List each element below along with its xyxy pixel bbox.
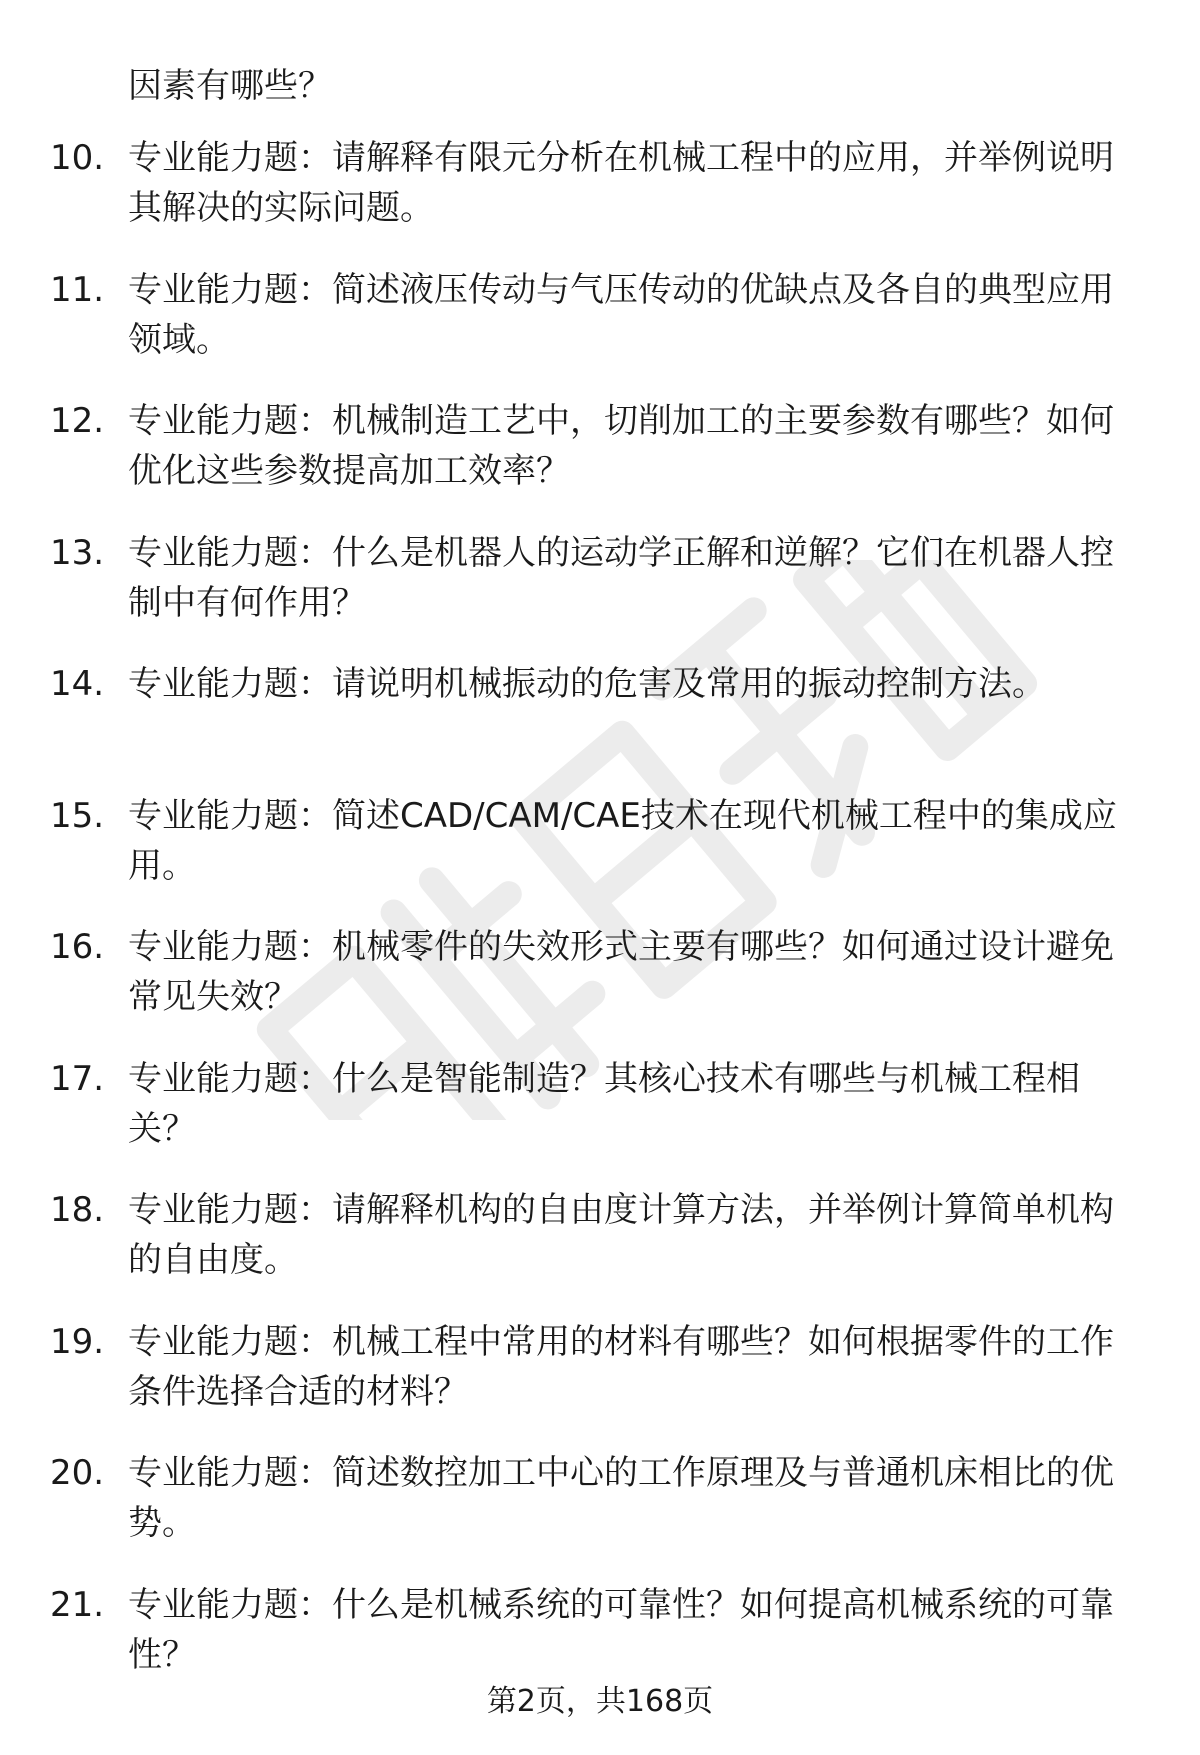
- question-text: 专业能力题：什么是机器人的运动学正解和逆解？它们在机器人控制中有何作用？: [128, 532, 1114, 623]
- question-text: 专业能力题：请解释机构的自由度计算方法，并举例计算简单机构的自由度。: [128, 1190, 1114, 1280]
- intro-line-continuation: 因素有哪些？: [128, 66, 332, 106]
- question-text: 专业能力题：机械工程中常用的材料有哪些？如何根据零件的工作条件选择合适的材料？: [128, 1321, 1114, 1412]
- question-text: 专业能力题：机械零件的失效形式主要有哪些？如何通过设计避免常见失效？: [128, 927, 1114, 1017]
- question-list: [0, 133, 1200, 1711]
- question-item-15: [0, 791, 1200, 923]
- question-item-20: [0, 1448, 1200, 1580]
- question-text: 专业能力题：简述CAD/CAM/CAE技术在现代机械工程中的集成应用。: [128, 795, 1117, 886]
- question-item-13: [0, 528, 1200, 660]
- question-text: 专业能力题：什么是机械系统的可靠性？如何提高机械系统的可靠性？: [128, 1584, 1114, 1675]
- question-number: 10.: [50, 138, 105, 178]
- question-number: 11.: [50, 269, 105, 310]
- question-number: 13.: [50, 532, 105, 573]
- question-number: 14.: [50, 664, 105, 704]
- question-item-17: [0, 1054, 1200, 1186]
- question-text: 专业能力题：简述数控加工中心的工作原理及与普通机床相比的优势。: [128, 1453, 1114, 1543]
- question-text: 专业能力题：机械制造工艺中，切削加工的主要参数有哪些？如何优化这些参数提高加工效率？: [128, 401, 1114, 491]
- question-item-18: [0, 1185, 1200, 1317]
- question-item-10: [0, 133, 1200, 265]
- question-number: 16.: [50, 927, 105, 967]
- question-item-12: [0, 396, 1200, 528]
- question-number: 19.: [50, 1321, 105, 1362]
- question-text: 专业能力题：请说明机械振动的危害及常用的振动控制方法。: [128, 664, 1046, 704]
- question-number: 15.: [50, 795, 105, 836]
- question-number: 18.: [50, 1190, 105, 1230]
- question-text: 专业能力题：请解释有限元分析在机械工程中的应用，并举例说明其解决的实际问题。: [128, 138, 1114, 228]
- question-item-19: [0, 1317, 1200, 1449]
- question-item-14: [0, 659, 1200, 791]
- question-text: 专业能力题：简述液压传动与气压传动的优缺点及各自的典型应用领域。: [128, 269, 1114, 360]
- page-indicator: 第2页，共168页: [486, 1684, 714, 1719]
- question-number: 17.: [50, 1058, 105, 1099]
- question-item-16: [0, 922, 1200, 1054]
- question-number: 21.: [50, 1584, 105, 1625]
- question-item-11: [0, 265, 1200, 397]
- question-number: 12.: [50, 401, 105, 441]
- question-text: 专业能力题：什么是智能制造？其核心技术有哪些与机械工程相关？: [128, 1058, 1080, 1149]
- question-number: 20.: [50, 1453, 105, 1493]
